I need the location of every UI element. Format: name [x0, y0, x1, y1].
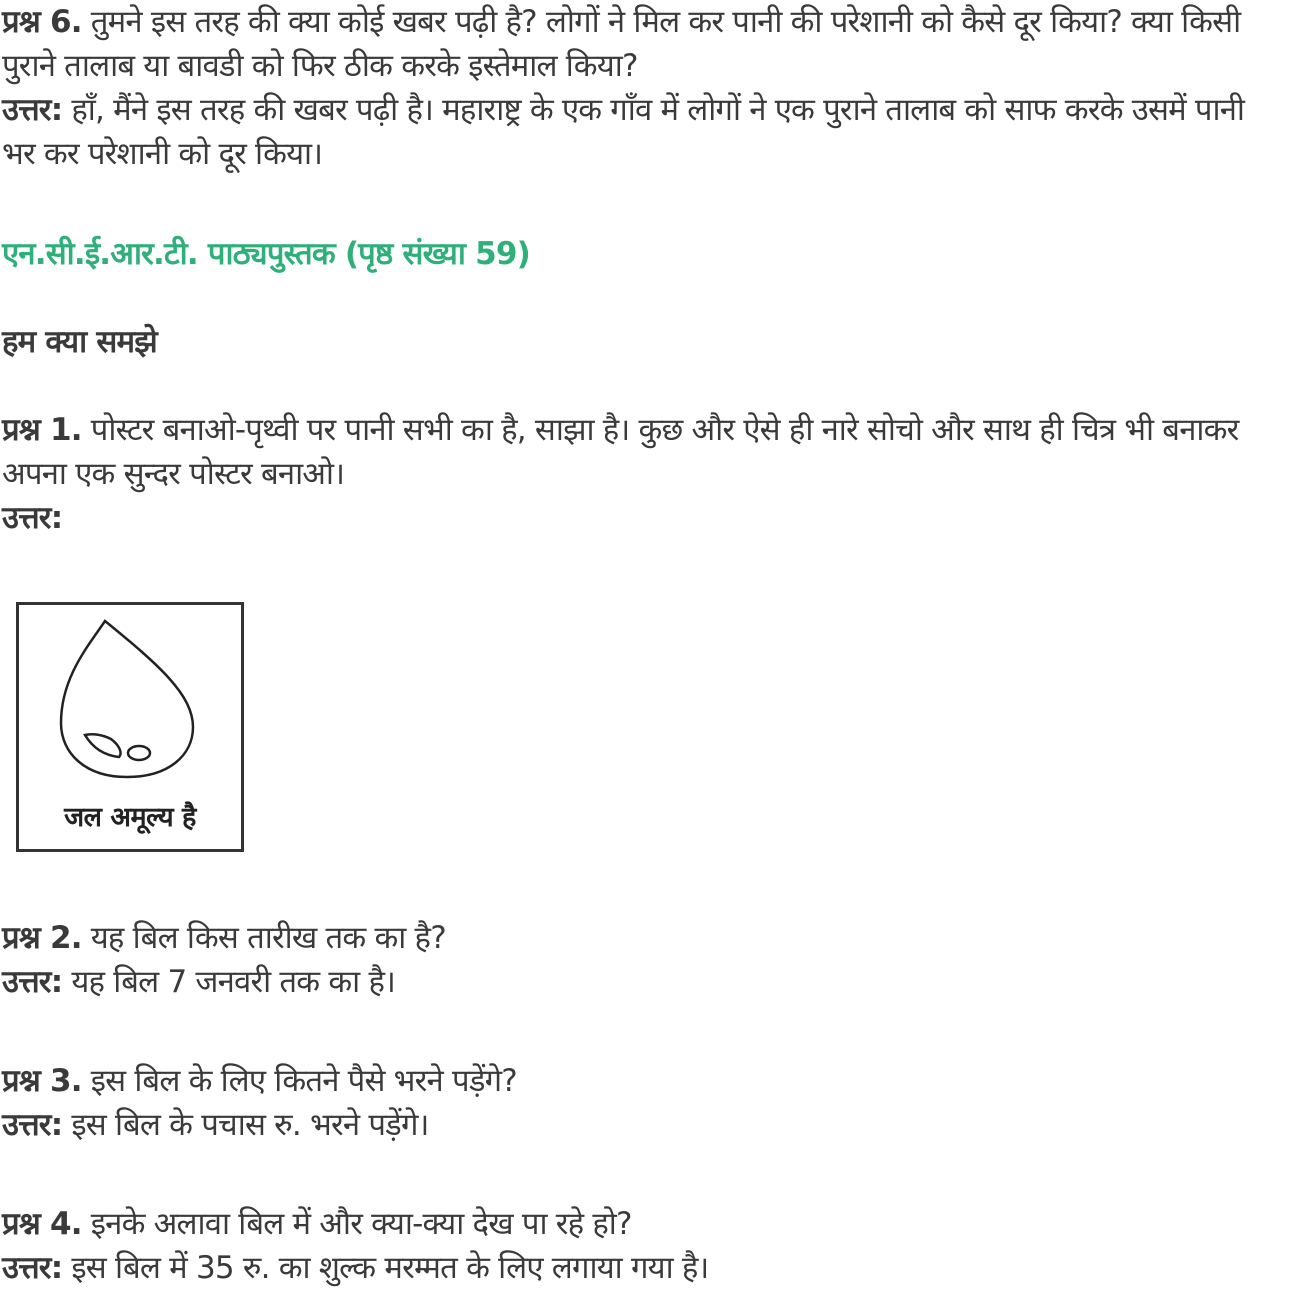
q4-answer: इस बिल में 35 रु. का शुल्क मरम्मत के लिए लगाया गया है। — [62, 1250, 709, 1286]
q6-answer-label: उत्तर: — [2, 92, 63, 128]
q3-answer: इस बिल के पचास रु. भरने पड़ेंगे। — [62, 1107, 429, 1143]
q2-block — [2, 916, 1285, 1004]
q2-label: प्रश्न 2. — [2, 920, 82, 956]
sub-heading: हम क्या समझे — [2, 324, 157, 360]
poster-image — [16, 602, 244, 852]
q1-label: प्रश्न 1. — [2, 412, 82, 448]
q1-block — [2, 408, 1285, 540]
q6-label: प्रश्न 6. — [2, 4, 82, 40]
poster-caption: जल अमूल्य है — [64, 802, 196, 833]
q4-block — [2, 1202, 1285, 1290]
section-heading: एन.सी.ई.आर.टी. पाठ्यपुस्तक (पृष्ठ संख्या 59) — [2, 236, 531, 272]
q2-answer: यह बिल 7 जनवरी तक का है। — [62, 964, 396, 1000]
q6-block — [2, 0, 1285, 176]
q3-block — [2, 1059, 1285, 1147]
q4-answer-label: उत्तर: — [2, 1250, 63, 1286]
q3-question: इस बिल के लिए कितने पैसे भरने पड़ेंगे? — [81, 1063, 517, 1099]
q6-question: तुमने इस तरह की क्या कोई खबर पढ़ी है? लोगों ने मिल कर पानी की परेशानी को कैसे दूर किया? क्या किसी पुराने तालाब या बावडी को फिर ठीक करके इस्तेमाल किया? — [2, 4, 1241, 84]
q4-question: इनके अलावा बिल में और क्या-क्या देख पा रहे हो? — [81, 1206, 632, 1242]
q3-label: प्रश्न 3. — [2, 1063, 82, 1099]
q1-answer-label: उत्तर: — [2, 500, 63, 536]
q2-question: यह बिल किस तारीख तक का है? — [81, 920, 446, 956]
q3-answer-label: उत्तर: — [2, 1107, 63, 1143]
q1-question: पोस्टर बनाओ-पृथ्वी पर पानी सभी का है, साझा है। कुछ और ऐसे ही नारे सोचो और साथ ही चित्र भी बनाकर अपना एक सुन्दर पोस्टर बनाओ। — [2, 412, 1239, 492]
q2-answer-label: उत्तर: — [2, 964, 63, 1000]
q6-answer: हाँ, मैंने इस तरह की खबर पढ़ी है। महाराष्ट्र के एक गाँव में लोगों ने एक पुराने तालाब को साफ करके उसमें पानी भर कर परेशानी को दूर किया। — [2, 92, 1245, 172]
q4-label: प्रश्न 4. — [2, 1206, 82, 1242]
